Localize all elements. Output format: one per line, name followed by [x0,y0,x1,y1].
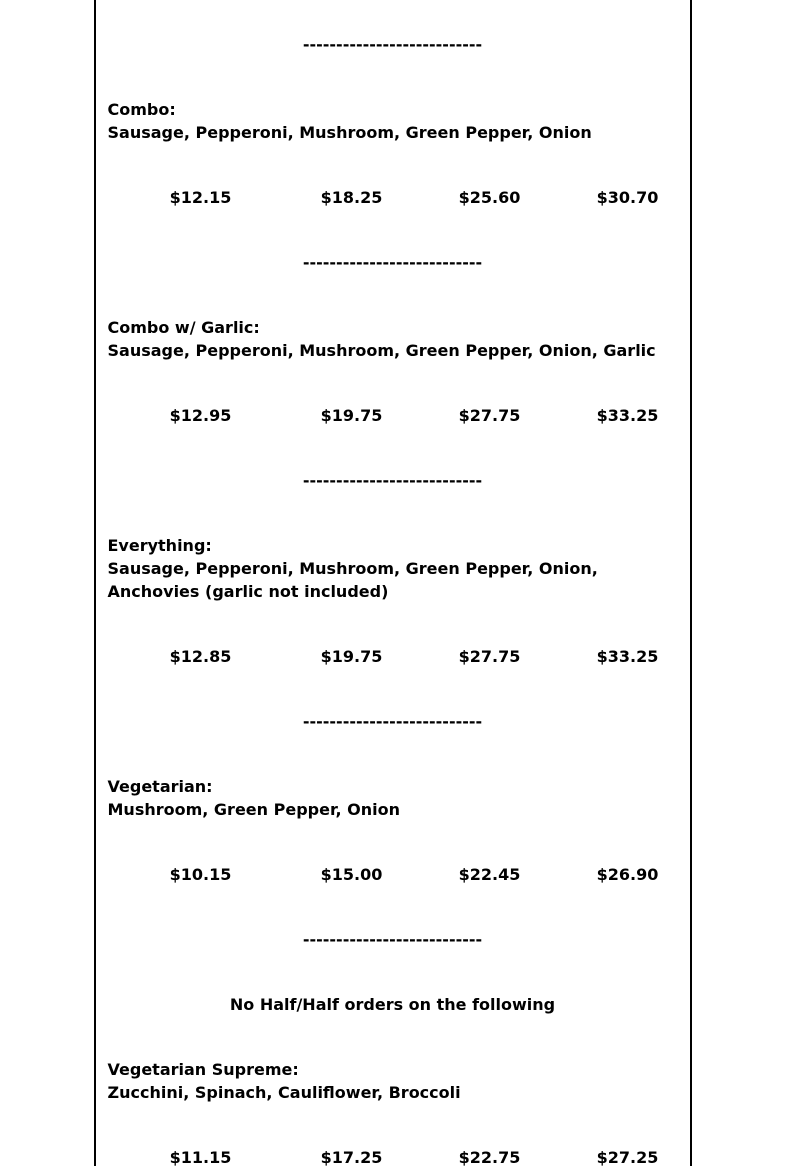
price-cell: $10.15 [169,865,232,884]
price-row [96,645,690,668]
price-cell: $15.00 [320,865,383,884]
price-cell: $26.90 [596,865,659,884]
price-cell: $22.75 [458,1148,521,1166]
menu-item-toppings: Zucchini, Spinach, Cauliflower, Broccoli [107,1083,461,1102]
price-cell: $27.75 [458,406,521,425]
pizza-menu [96,33,690,1166]
price-cell: $22.45 [458,865,521,884]
price-cell: $27.75 [458,647,521,666]
menu-item [96,534,690,668]
menu-item-name: Everything: [107,536,212,555]
separator: --------------------------- [302,471,483,490]
menu-item-name: Combo w/ Garlic: [107,318,260,337]
price-cell: $19.75 [320,406,383,425]
separator: --------------------------- [302,712,483,731]
menu-item [96,1058,690,1166]
separator: --------------------------- [302,930,483,949]
price-cell: $33.25 [596,647,659,666]
menu-item-name: Vegetarian: [107,777,213,796]
menu-item-name: Combo: [107,100,176,119]
menu-item-toppings: Sausage, Pepperoni, Mushroom, Green Pepper, Onion [107,123,592,142]
price-cell: $25.60 [458,188,521,207]
menu-item [96,98,690,209]
price-cell: $30.70 [596,188,659,207]
price-cell: $27.25 [596,1148,659,1166]
menu-item [96,316,690,427]
price-cell: $12.95 [169,406,232,425]
menu-item-toppings: Mushroom, Green Pepper, Onion [107,800,400,819]
price-row [96,186,690,209]
menu-item-name: Vegetarian Supreme: [107,1060,299,1079]
price-cell: $12.15 [169,188,232,207]
price-row [96,404,690,427]
separator: --------------------------- [302,253,483,272]
price-cell: $18.25 [320,188,383,207]
price-cell: $11.15 [169,1148,232,1166]
price-row [96,1146,690,1166]
price-cell: $19.75 [320,647,383,666]
menu-item-toppings: Sausage, Pepperoni, Mushroom, Green Pepper, Onion, Garlic [107,341,656,360]
half-half-note: No Half/Half orders on the following [229,995,556,1014]
price-cell: $33.25 [596,406,659,425]
price-row [96,863,690,886]
menu-item [96,775,690,886]
separator: --------------------------- [302,35,483,54]
menu-item-toppings: Sausage, Pepperoni, Mushroom, Green Pepper, Onion, Anchovies (garlic not included) [107,559,598,601]
price-cell: $12.85 [169,647,232,666]
price-cell: $17.25 [320,1148,383,1166]
menu-page-column [94,0,692,1166]
